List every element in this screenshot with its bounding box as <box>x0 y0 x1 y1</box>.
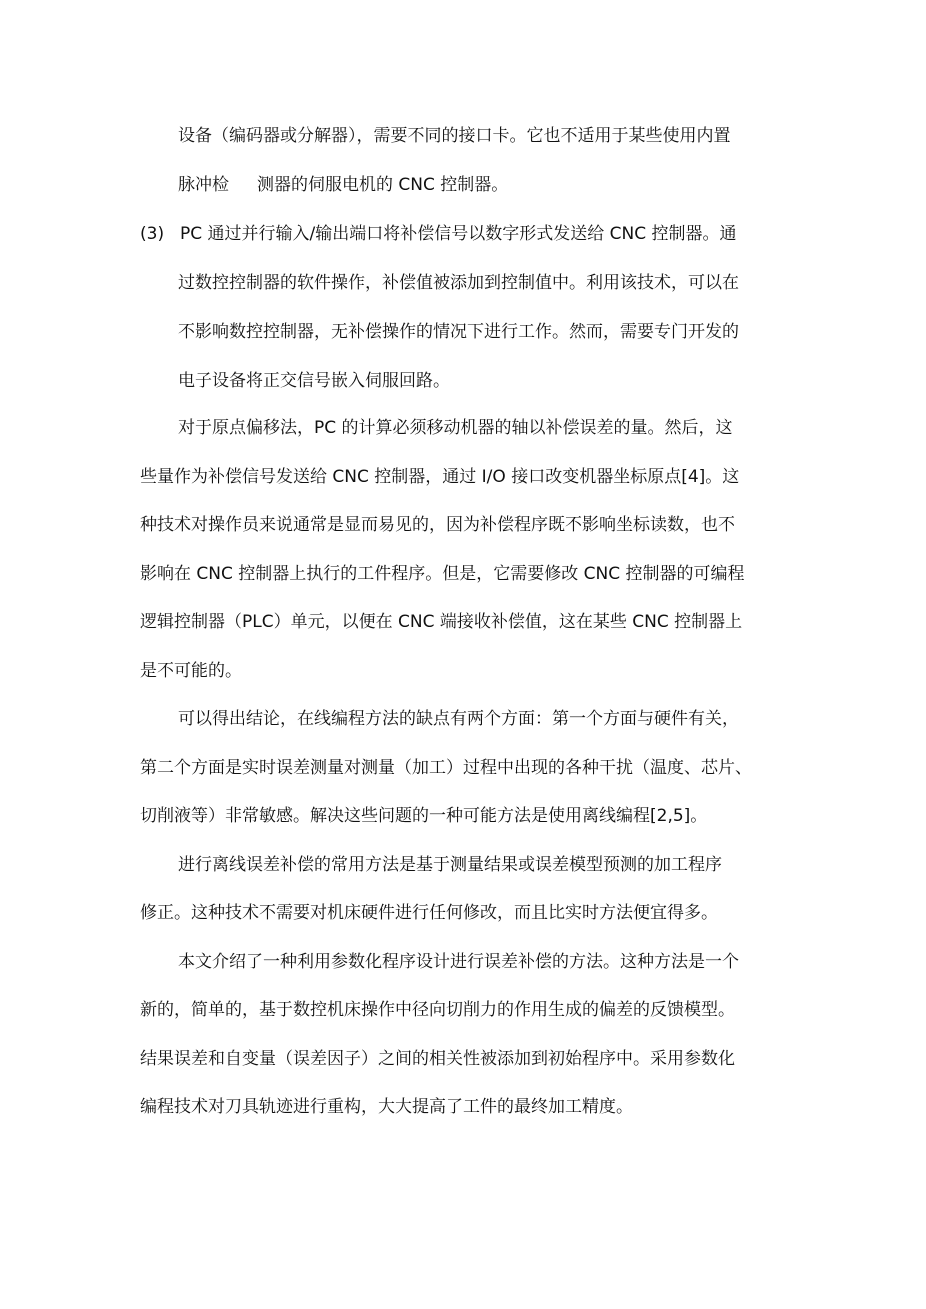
text-line-20: 结果误差和自变量（误差因子）之间的相关性被添加到初始程序中。采用参数化 <box>140 1049 735 1069</box>
text-line-2a: 脉冲检 <box>178 175 229 195</box>
text-line-11: 逻辑控制器（PLC）单元，以便在 CNC 端接收补偿值，这在某些 CNC 控制器上 <box>140 612 743 632</box>
text-line-16: 进行离线误差补偿的常用方法是基于测量结果或误差模型预测的加工程序 <box>178 855 722 875</box>
text-line-8: 些量作为补偿信号发送给 CNC 控制器，通过 I/O 接口改变机器坐标原点[4]。这 <box>140 467 740 487</box>
text-line-17: 修正。这种技术不需要对机床硬件进行任何修改，而且比实时方法便宜得多。 <box>140 903 718 923</box>
text-line-9: 种技术对操作员来说通常是显而易见的，因为补偿程序既不影响坐标读数，也不 <box>140 515 735 535</box>
text-line-13: 可以得出结论，在线编程方法的缺点有两个方面：第一个方面与硬件有关， <box>178 709 739 729</box>
list-item-number: (3) <box>140 224 165 244</box>
text-line-18: 本文介绍了一种利用参数化程序设计进行误差补偿的方法。这种方法是一个 <box>178 952 739 972</box>
text-line-10: 影响在 CNC 控制器上执行的工件程序。但是，它需要修改 CNC 控制器的可编程 <box>140 564 745 584</box>
text-line-5: 不影响数控控制器，无补偿操作的情况下进行工作。然而，需要专门开发的 <box>178 322 739 342</box>
text-line-21: 编程技术对刀具轨迹进行重构，大大提高了工件的最终加工精度。 <box>140 1097 633 1117</box>
text-line-15: 切削液等）非常敏感。解决这些问题的一种可能方法是使用离线编程[2,5]。 <box>140 806 708 826</box>
text-line-3: PC 通过并行输入/输出端口将补偿信号以数字形式发送给 CNC 控制器。通 <box>180 224 737 244</box>
text-line-4: 过数控控制器的软件操作，补偿值被添加到控制值中。利用该技术，可以在 <box>178 273 739 293</box>
text-line-6: 电子设备将正交信号嵌入伺服回路。 <box>178 371 450 391</box>
text-line-12: 是不可能的。 <box>140 661 242 681</box>
text-line-2 <box>178 175 828 195</box>
text-line-2b: 测器的伺服电机的 CNC 控制器。 <box>257 175 509 195</box>
text-line-7: 对于原点偏移法，PC 的计算必须移动机器的轴以补偿误差的量。然后，这 <box>178 418 733 438</box>
text-line-1: 设备（编码器或分解器），需要不同的接口卡。它也不适用于某些使用内置 <box>178 126 731 146</box>
text-line-14: 第二个方面是实时误差测量对测量（加工）过程中出现的各种干扰（温度、芯片、 <box>140 758 752 778</box>
text-line-19: 新的，简单的，基于数控机床操作中径向切削力的作用生成的偏差的反馈模型。 <box>140 1000 735 1020</box>
